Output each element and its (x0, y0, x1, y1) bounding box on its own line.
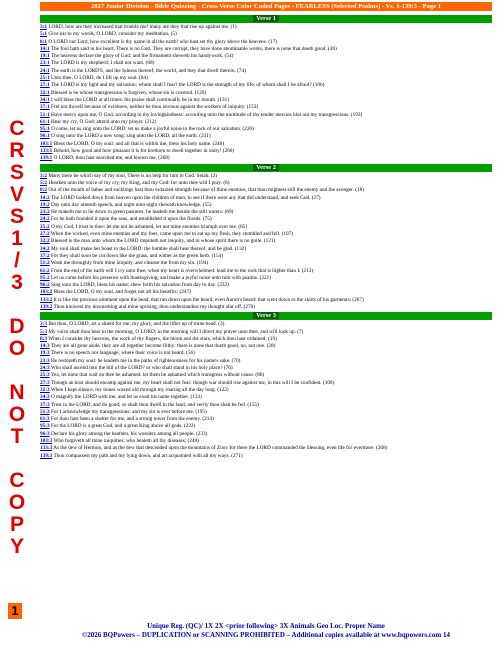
verse-text: He restoreth my soul: he leadeth me in the paths of righteousness for his name's sake. (70) (50, 357, 241, 364)
verse-text: Thou knowest my downsitting and mine uprising, thou understandest my thought afar off. (270) (53, 303, 256, 310)
verse-text: It is like the precious ointment upon the head, that ran down upon the beard, even Aaron's beard: that went down to the skirts of his garments; (267) (53, 296, 364, 303)
verse-line (40, 297, 492, 304)
sidebar-letter: Y (9, 535, 24, 558)
verse-reference: 34:1 (40, 96, 50, 103)
sidebar-letter: C (9, 117, 25, 140)
verse-reference: 139:2 (40, 303, 53, 310)
verse-text: Sing unto the LORD, bless his name; shew forth his salvation from day to day. (232) (50, 282, 229, 289)
verse-line (40, 304, 492, 311)
verse-text: O my God, I trust in thee: let me not be ashamed, let not mine enemies triumph over me. (85) (50, 223, 248, 230)
verse-line (40, 104, 492, 111)
verse-reference: 27:2 (40, 231, 50, 238)
verse-reference: 25:1 (40, 75, 50, 82)
verse-text: I will bless the LORD at all times: his praise shall continually be in my mouth. (131) (50, 96, 229, 103)
verse-reference: 14:1 (40, 45, 50, 52)
verse-line (40, 423, 492, 430)
verse-reference: 37:3 (40, 401, 50, 408)
sidebar-letter: T (10, 425, 24, 448)
verse-text: My soul shall make her boast in the LORD: the humble shall hear thereof, and be glad. (132) (50, 245, 247, 252)
verse-text: Out of the mouth of babes and sucklings hast thou ordained strength because of thine enemies, that thou mightest still the enemy and the avenger. (18) (48, 187, 364, 194)
verse-line (40, 224, 492, 231)
verse-text: When the wicked, even mine enemies and my foes, came upon me to eat up my flesh, they stumbled and fell. (107) (50, 231, 293, 238)
verse-line (40, 60, 492, 67)
verse-line (40, 453, 492, 460)
verse-reference: 95:1 (40, 126, 50, 133)
verse-reference: 24:1 (40, 67, 50, 74)
verse-text: From the end of the earth will I cry unto thee, when my heart is overwhelmed: lead me to the rock that is higher than I. (213) (50, 267, 314, 274)
verse-text: Who shall ascend into the hill of the LORD? or who shall stand in his holy place? (76) (50, 365, 233, 372)
verse-reference: 32:3 (40, 386, 50, 393)
verse-text: Bless the LORD, O my soul, and forget not all his benefits: (247) (53, 289, 191, 296)
section-label: Verse 3 (253, 312, 279, 319)
verse-text: Many there be which say of my soul, There is no help for him in God. Selah. (2) (48, 172, 218, 179)
verse-text: Who forgiveth all thine iniquities; who healeth all thy diseases; (248) (53, 438, 199, 445)
verse-text: The LORD is my light and my salvation; whom shall I fear? the LORD is the strength of my life; of whom shall I be afraid? (106) (50, 82, 325, 89)
verse-reference: 133:3 (40, 445, 53, 452)
verse-line (40, 112, 492, 119)
verse-reference: 27:1 (40, 82, 50, 89)
sidebar-letter: R (9, 139, 25, 162)
verse-reference: 8:2 (40, 187, 47, 194)
verse-text: The LORD looked down from heaven upon the children of men, to see if there were any that did understand, and seek God. (27) (50, 194, 321, 201)
verse-reference: 8:1 (40, 38, 47, 45)
verse-line (40, 31, 492, 38)
verse-reference: 5:2 (40, 179, 47, 186)
section-header (40, 164, 492, 172)
verse-reference: 96:3 (40, 430, 50, 437)
verse-line (40, 187, 492, 194)
verse-line (40, 289, 492, 296)
page-number: 1 (8, 603, 22, 619)
sidebar-letter: O (8, 337, 26, 360)
verse-text: My voice shalt thou hear in the morning, O LORD; in the morning will I direct my prayer unto thee, and will look up. (7) (48, 328, 304, 335)
verse-reference: 19:3 (40, 350, 50, 357)
sidebar-letter: S (9, 161, 24, 184)
sidebar-letter: 1 (11, 227, 23, 250)
verse-reference: 37:1 (40, 104, 50, 111)
verse-reference: 8:3 (40, 335, 47, 342)
verse-line (40, 39, 492, 46)
verse-reference: 96:2 (40, 282, 50, 289)
verse-line (40, 445, 492, 452)
verse-line (40, 216, 492, 223)
verse-text: O magnify the LORD with me, and let us exalt his name together. (133) (50, 394, 202, 401)
verse-text: Yea, let none that wait on thee be ashamed: let them be ashamed which transgress without cause. (86) (50, 372, 265, 379)
verse-reference: 3:3 (40, 321, 47, 328)
verse-text: O come, let us sing unto the LORD: let us make a joyful noise to the rock of our salvation. (220) (50, 126, 254, 133)
sidebar-letter: S (9, 205, 24, 228)
verse-reference: 19:1 (40, 53, 50, 60)
verse-line (40, 275, 492, 282)
sidebar-letter: V (9, 183, 24, 206)
verse-text: For thou hast been a shelter for me, and a strong tower from the enemy. (214) (50, 416, 214, 423)
verse-text: Thou compassest my path and my lying down, and art acquainted with all my ways. (271) (53, 452, 243, 459)
sidebar-letter (6, 360, 28, 382)
verse-line (40, 380, 492, 387)
verse-text: Day unto day uttereth speech, and night unto night sheweth knowledge. (55) (50, 201, 212, 208)
verse-text: The heavens declare the glory of God; and the firmament sheweth his handywork. (54) (50, 53, 234, 60)
verse-text: Blessed is he whose transgression is forgiven, whose sin is covered. (120) (50, 89, 207, 96)
verse-text: For the LORD is a great God, and a great King above all gods. (222) (50, 423, 196, 430)
sidebar-watermark (6, 118, 28, 558)
verse-text: The fool hath said in his heart, There is no God. They are corrupt, they have done abominable works, there is none that doeth good. (26) (50, 45, 337, 52)
section-header (40, 15, 492, 23)
verse-reference: 133:2 (40, 296, 53, 303)
verse-reference: 103:1 (40, 140, 53, 147)
sidebar-letter: O (8, 491, 26, 514)
verse-text: For he hath founded it upon the seas, and established it upon the floods. (75) (50, 216, 212, 223)
verse-line (40, 141, 492, 148)
verse-reference: 5:3 (40, 328, 47, 335)
sidebar-letter: O (8, 403, 26, 426)
verse-line (40, 246, 492, 253)
verse-reference: 23:3 (40, 357, 50, 364)
verse-text: Blessed is the man unto whom the LORD imputeth not iniquity, and in whose spirit there is no guile. (121) (50, 238, 276, 245)
verse-text: As the dew of Hermon, and as the dew that descended upon the mountains of Zion: for there the LORD commanded the blessing, even life for evermore. (268) (53, 445, 388, 452)
verse-text: But thou, O LORD, art a shield for me; my glory, and the lifter up of mine head. (3) (48, 321, 225, 328)
verse-line (40, 402, 492, 409)
sidebar-letter (6, 294, 28, 316)
verse-reference: 5:1 (40, 31, 47, 38)
page-header: 2027 Junior Division - Bible Quizzing - Cross Verse Color Coded Pages - FEARLESS (Selected Psalms) - Vs. 1-139:3 - Page 1 (40, 2, 492, 11)
verse-reference: 95:2 (40, 274, 50, 281)
verse-reference: 24:3 (40, 365, 50, 372)
verse-text: Let us come before his presence with thanksgiving, and make a joyful noise unto him with psalms. (221) (50, 274, 271, 281)
verse-reference: 139:1 (40, 155, 53, 162)
verse-text: O LORD, thou hast searched me, and known me. (268) (53, 155, 170, 162)
verse-text: For I acknowledge my transgressions: and my sin is ever before me. (195) (50, 408, 207, 415)
verse-line (40, 195, 492, 202)
verse-line (40, 350, 492, 357)
verse-text: Declare his glory among the heathen, his wonders among all people. (233) (50, 430, 208, 437)
verse-text: He maketh me to lie down in green pastures: he leadeth me beside the still waters. (69) (50, 209, 234, 216)
verse-reference: 51:3 (40, 408, 50, 415)
verse-line (40, 260, 492, 267)
verse-line (40, 90, 492, 97)
verse-reference: 14:3 (40, 343, 50, 350)
section-label: Verse 2 (253, 164, 279, 171)
verse-text: The earth is the LORD'S, and the fulness thereof; the world, and they that dwell therein. (74) (50, 67, 246, 74)
verse-text: O LORD our Lord, how excellent is thy name in all the earth! who hast set thy glory above the heavens. (17) (48, 38, 278, 45)
verse-reference: 61:2 (40, 267, 50, 274)
section-header (40, 312, 492, 320)
page-footer (40, 622, 492, 640)
verse-reference: 3:1 (40, 24, 47, 30)
verse-reference: 24:2 (40, 216, 50, 223)
verse-text: O sing unto the LORD a new song: sing unto the LORD, all the earth. (231) (50, 133, 211, 140)
verse-reference: 95:3 (40, 423, 50, 430)
sidebar-letter: 3 (11, 271, 23, 294)
verse-text: Wash me throughly from mine iniquity, and cleanse me from my sin. (194) (50, 260, 209, 267)
verse-line (40, 358, 492, 365)
verse-line (40, 329, 492, 336)
sidebar-letter: C (9, 469, 25, 492)
verse-text: LORD, how are they increased that trouble me! many are they that rise up against me. (1) (48, 24, 237, 30)
verse-text: Hearken unto the voice of my cry, my King, and my God: for unto thee will I pray. (6) (48, 179, 230, 186)
verse-line (40, 372, 492, 379)
verse-reference: 32:1 (40, 89, 50, 96)
verse-line (40, 394, 492, 401)
verse-reference: 34:3 (40, 394, 50, 401)
verse-content (40, 14, 492, 609)
verse-reference: 19:2 (40, 201, 50, 208)
verse-reference: 23:1 (40, 60, 50, 67)
footer-copyright: ©2026 BQPowers – DUPLICATION or SCANNING PROHIBITED – Additional copies available at www.bqpowers.com 14 (81, 631, 451, 639)
sidebar-letter: N (9, 381, 25, 404)
verse-line (40, 268, 492, 275)
sidebar-letter: / (14, 249, 20, 272)
verse-reference: 25:3 (40, 372, 50, 379)
section-label: Verse 1 (253, 15, 279, 22)
verse-reference: 61:3 (40, 416, 50, 423)
verse-reference: 61:1 (40, 118, 50, 125)
verse-line (40, 82, 492, 89)
footer-legend: Unique Reg. (QC)/ 1X 2X <prior following> 3X Animals Geo Loc. Proper Name (147, 622, 385, 630)
verse-text: Though an host should encamp against me, my heart shall not fear: though war should rise against me, in this will I be confident. (108) (50, 379, 335, 386)
verse-reference: 27:3 (40, 379, 50, 386)
verse-reference: 96:1 (40, 133, 50, 140)
sidebar-letter: D (9, 315, 25, 338)
verse-line (40, 155, 492, 162)
sidebar-letter (6, 448, 28, 470)
verse-text: Behold, how good and how pleasant it is for brethren to dwell together in unity! (266) (53, 148, 235, 155)
verse-reference: 103:2 (40, 289, 53, 296)
verse-text: They are all gone aside, they are all together become filthy: there is none that doeth good, no, not one. (28) (50, 343, 276, 350)
verse-reference: 37:2 (40, 252, 50, 259)
verse-reference: 23:2 (40, 209, 50, 216)
verse-reference: 103:3 (40, 438, 53, 445)
verse-text: The LORD is my shepherd; I shall not want. (68) (50, 60, 155, 67)
verse-text: Bless the LORD, O my soul: and all that is within me, bless his holy name. (246) (53, 140, 225, 147)
verse-text: Give ear to my words, O LORD, consider my meditation. (5) (48, 31, 177, 38)
verse-reference: 51:2 (40, 260, 50, 267)
verse-reference: 14:2 (40, 194, 50, 201)
verse-text: When I consider thy heavens, the work of thy fingers, the moon and the stars, which thou hast ordained; (19) (48, 335, 277, 342)
sidebar-letter: P (9, 513, 24, 536)
verse-line (40, 133, 492, 140)
verse-text: When I kept silence, my bones waxed old through my roaring all the day long. (122) (50, 386, 229, 393)
verse-reference: 51:1 (40, 111, 50, 118)
verse-reference: 133:1 (40, 148, 53, 155)
verse-text: Trust in the LORD, and do good; so shalt thou dwell in the land, and verily thou shalt be fed. (155) (50, 401, 259, 408)
verse-reference: 34:2 (40, 245, 50, 252)
verse-reference: 3:2 (40, 172, 47, 179)
verse-text: Unto thee, O LORD, do I lift up my soul. (84) (50, 75, 148, 82)
verse-reference: 139:3 (40, 452, 53, 459)
verse-line (40, 431, 492, 438)
verse-line (40, 238, 492, 245)
verse-text: Hear my cry, O God; attend unto my prayer. (212) (50, 118, 157, 125)
verse-reference: 25:2 (40, 223, 50, 230)
verse-reference: 32:2 (40, 238, 50, 245)
verse-text: There is no speech nor language, where their voice is not heard. (56) (50, 350, 195, 357)
verse-line (40, 173, 492, 180)
verse-line (40, 321, 492, 328)
verse-text: Fret not thyself because of evildoers, neither be thou envious against the workers of iniquity. (153) (50, 104, 259, 111)
verse-text: Have mercy upon me, O God, according to thy lovingkindness: according unto the multitude of thy tender mercies blot out my transgressions. (193) (50, 111, 363, 118)
verse-text: For they shall soon be cut down like the grass, and wither as the green herb. (154) (50, 252, 223, 259)
verse-line (40, 68, 492, 75)
